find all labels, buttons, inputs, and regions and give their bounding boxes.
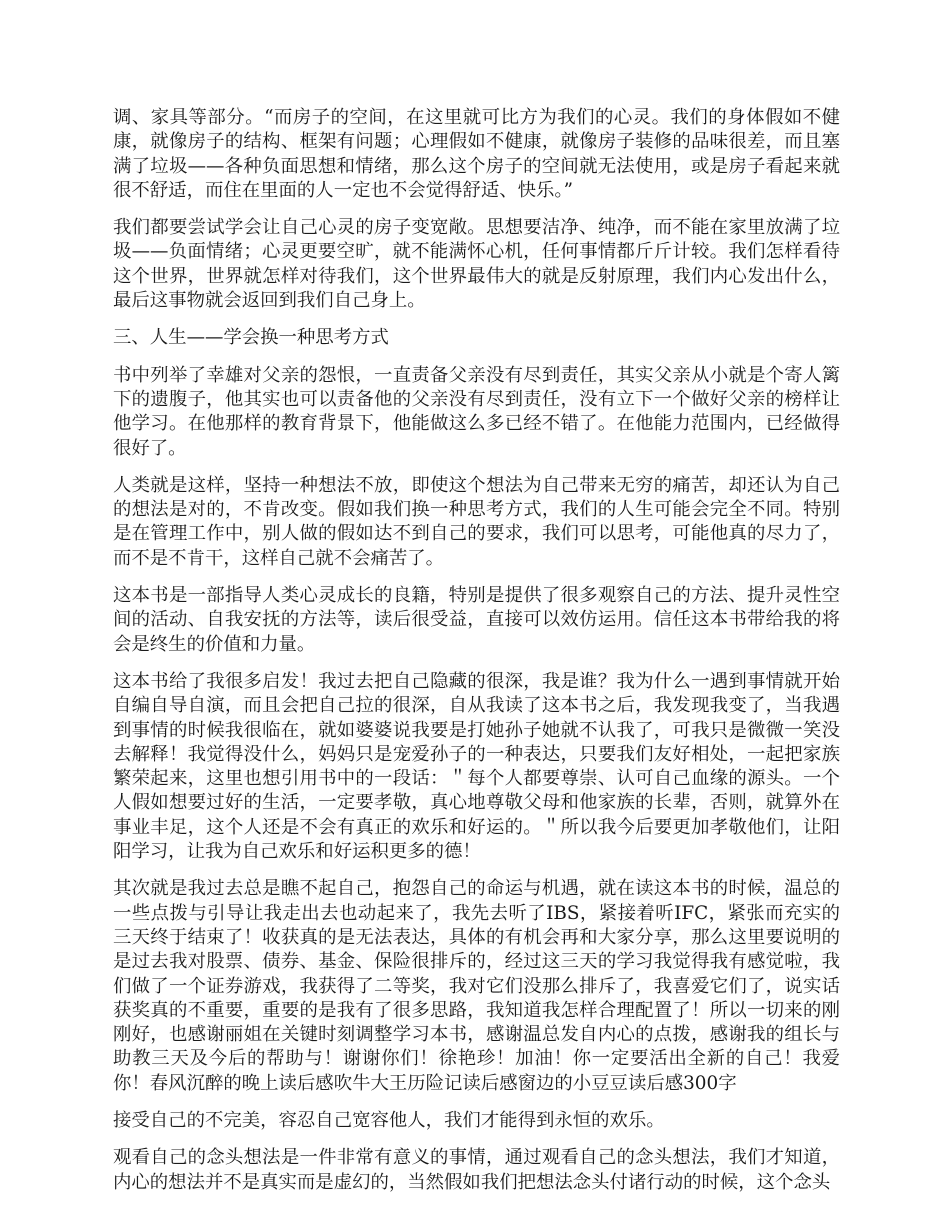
paragraph-change-thinking: 人类就是这样，坚持一种想法不放，即使这个想法为自己带来无穷的痛苦，却还认为自己的想法是对的，不肯改变。假如我们换一种思考方式，我们的人生可能会完全不同。特别是在管理工作中，别人做的假如达不到自己的要求，我们可以思考，可能他真的尽力了，而不是不肯干，这样自己就不会痛苦了。	[113, 474, 840, 569]
paragraph-house-space: 调、家具等部分。“而房子的空间，在这里就可比方为我们的心灵。我们的身体假如不健康，就像房子的结构、框架有问题；心理假如不健康，就像房子装修的品味很差，而且塞满了垃圾——各种负面思想和情绪，那么这个房子的空间就无法使用，或是房子看起来就很不舒适，而住在里面的人一定也不会觉得舒适、快乐。”	[113, 107, 840, 201]
paragraph-father-resentment: 书中列举了幸雄对父亲的怨恨，一直责备父亲没有尽到责任，其实父亲从小就是个寄人篱下的遗腹子，他其实也可以责备他的父亲没有尽到责任，没有立下一个做好父亲的榜样让他学习。在他那样的教育背景下，他能做这么多已经不错了。在他能力范围内，已经做得很好了。	[113, 364, 840, 459]
paragraph-learning-experience: 其次就是我过去总是瞧不起自己，抱怨自己的命运与机遇，就在读这本书的时候，温总的一些点拨与引导让我走出去也动起来了，我先去听了IBS，紧接着听IFC，紧张而充实的三天终于结束了！收获真的是无法表达，具体的有机会再和大家分享，那么这里要说明的是过去我对股票、债券、基金、保险很排斥的，经过这三天的学习我觉得我有感觉啦，我们做了一个证券游戏，我获得了二等奖，我对它们没那么排斥了，我喜爱它们了，说实话获奖真的不重要，重要的是我有了很多思路，我知道我怎样合理配置了！所以一切来的刚刚好，也感谢丽姐在关键时刻调整学习本书，感谢温总发自内心的点拨，感谢我的组长与助教三天及今后的帮助与！谢谢你们！徐艳珍！加油！你一定要活出全新的自己！我爱你！春风沉醉的晚上读后感吹牛大王历险记读后感窗边的小豆豆读后感300字	[113, 878, 840, 1094]
paragraph-spacious-heart: 我们都要尝试学会让自己心灵的房子变宽敞。思想要洁净、纯净，而不能在家里放满了垃圾——负面情绪；心灵更要空旷，就不能满怀心机，任何事情都斤斤计较。我们怎样看待这个世界，世界就怎样对待我们，这个世界最伟大的就是反射原理，我们内心发出什么，最后这事物就会返回到我们自己身上。	[113, 217, 840, 312]
document-body	[113, 106, 840, 1208]
paragraph-accept-imperfection: 接受自己的不完美，容忍自己宽容他人，我们才能得到永恒的欢乐。	[113, 1109, 665, 1131]
paragraph-inspiration: 这本书给了我很多启发！我过去把自己隐藏的很深，我是谁？我为什么一遇到事情就开始自编自导自演，而且会把自己拉的很深，自从我读了这本书之后，我发现我变了，当我遇到事情的时候我很临在，就如婆婆说我要是打她孙子她就不认我了，可我只是微微一笑没去解释！我觉得没什么，妈妈只是宠爱孙子的一种表达，只要我们友好相处，一起把家族繁荣起来，这里也想引用书中的一段话：＂每个人都要尊崇、认可自己血缘的源头。一个人假如想要过好的生活，一定要孝敬，真心地尊敬父母和他家族的长辈，否则，就算外在事业丰足，这个人还是不会有真正的欢乐和好运的。＂所以我今后要更加孝敬他们，让阳阳学习，让我为自己欢乐和好运积更多的德！	[113, 670, 840, 863]
section-heading-life-thinking: 三、人生——学会换一种思考方式	[113, 327, 389, 349]
paragraph-book-value: 这本书是一部指导人类心灵成长的良籍，特别是提供了很多观察自己的方法、提升灵性空间的活动、自我安抚的方法等，读后很受益，直接可以效仿运用。信任这本书带给我的将会是终生的价值和力量。	[113, 585, 840, 655]
paragraph-observe-thoughts: 观看自己的念头想法是一件非常有意义的事情，通过观看自己的念头想法，我们才知道，内心的想法并不是真实而是虚幻的，当然假如我们把想法念头付诸行动的时候，这个念头	[113, 1147, 840, 1193]
